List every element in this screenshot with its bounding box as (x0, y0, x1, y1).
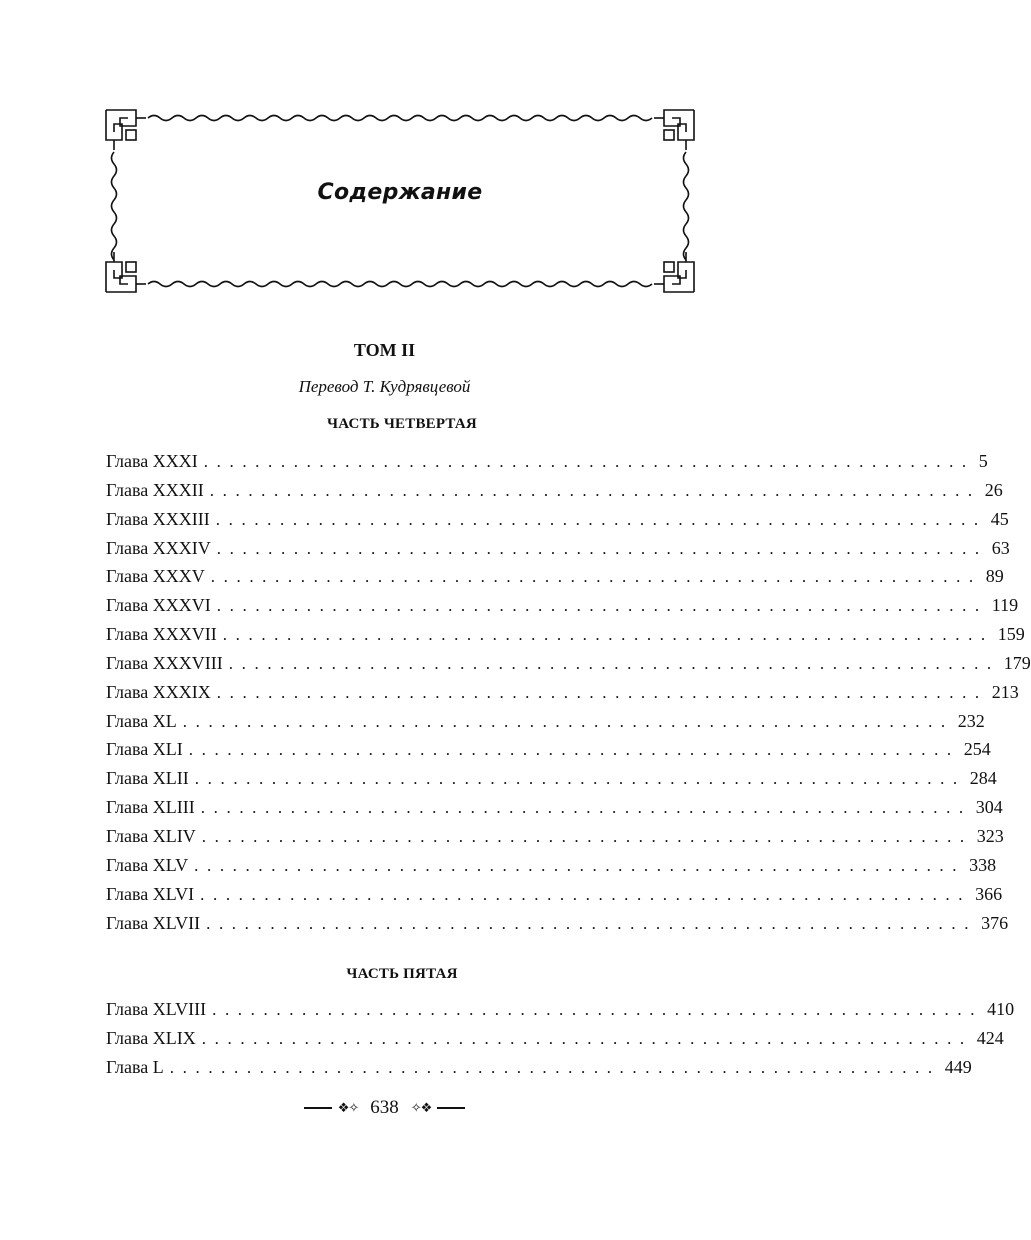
chapter-label: Глава XLII (106, 768, 189, 789)
toc-entry (106, 1053, 972, 1082)
page-ref: 254 (963, 739, 991, 760)
chapter-label: Глава XLIV (106, 825, 196, 846)
volume-title: ТОМ II (353, 340, 416, 360)
toc-entry (106, 707, 985, 736)
dot-leader: ............................................................ (169, 1057, 941, 1077)
dot-leader: ............................................................ (188, 740, 960, 760)
toc-entry (106, 562, 1004, 591)
toc-entry (106, 851, 997, 880)
dot-leader: ............................................................ (210, 567, 982, 587)
part-title: ЧАСТЬ ЧЕТВЕРТАЯ (327, 416, 477, 432)
chapter-label: Глава XXXVI (106, 595, 211, 616)
dot-leader: ............................................................ (215, 509, 987, 529)
page-ref: 232 (957, 710, 985, 731)
toc-entry (106, 447, 988, 476)
dot-leader: ............................................................ (216, 596, 988, 616)
page-ref: 284 (969, 768, 997, 789)
toc-entry (106, 909, 1009, 938)
page-ref: 376 (981, 912, 1009, 933)
toc-entry (106, 534, 1010, 563)
toc-entry (106, 649, 1031, 678)
dot-leader: ............................................................ (200, 798, 972, 818)
chapter-label: Глава XLI (106, 739, 183, 760)
toc-entry (106, 620, 1025, 649)
toc-entry (106, 678, 1019, 707)
chapter-label: Глава XXXVIII (106, 652, 223, 673)
part-title: ЧАСТЬ ПЯТАЯ (346, 966, 458, 982)
dot-leader: ............................................................ (222, 625, 994, 645)
toc-entry (106, 591, 1019, 620)
chapter-label: Глава XLV (106, 854, 189, 875)
title-frame (104, 108, 696, 294)
toc-list (106, 447, 1031, 937)
page-ref: 304 (975, 797, 1003, 818)
dot-leader: ............................................................ (216, 538, 988, 558)
footer-rule (304, 1107, 332, 1109)
page-ref: 63 (991, 537, 1010, 558)
chapter-label: Глава XLIII (106, 797, 195, 818)
dot-leader: ............................................................ (228, 653, 1000, 673)
page-ref: 89 (985, 566, 1004, 587)
chapter-label: Глава XLVI (106, 883, 195, 904)
dot-leader: ............................................................ (201, 826, 973, 846)
page-ref: 213 (991, 681, 1019, 702)
toc-entry (106, 476, 1003, 505)
fleuron-icon: ❖✧ (337, 1100, 359, 1115)
dot-leader: ............................................................ (194, 855, 966, 875)
page-footer (0, 1097, 769, 1119)
chapter-label: Глава XLVII (106, 912, 201, 933)
page-ref: 159 (997, 624, 1025, 645)
page-number: 638 (370, 1097, 399, 1118)
chapter-label: Глава XXXIII (106, 508, 210, 529)
toc-entry (106, 822, 1004, 851)
fleuron-icon: ✧❖ (410, 1100, 432, 1115)
chapter-label: Глава XL (106, 710, 177, 731)
page-ref: 410 (987, 999, 1015, 1019)
dot-leader: ............................................................ (212, 1000, 984, 1019)
page-ref: 323 (976, 825, 1004, 846)
page-ref: 5 (978, 451, 988, 471)
dot-leader: ............................................................ (206, 913, 978, 933)
toc-entry (106, 995, 1015, 1024)
chapter-label: Глава XXXIV (106, 537, 211, 558)
toc-entry (106, 505, 1009, 534)
page-ref: 424 (976, 1027, 1004, 1048)
page-ref: 338 (969, 854, 997, 875)
dot-leader: ............................................................ (194, 769, 966, 789)
chapter-label: Глава XXXV (106, 566, 205, 587)
page-ref: 179 (1003, 652, 1031, 673)
translator-credit: Перевод Т. Кудрявцевой (298, 377, 471, 396)
toc-entry (106, 880, 1003, 909)
chapter-label: Глава XXXI (106, 451, 198, 471)
dot-leader: ............................................................ (182, 711, 954, 731)
chapter-label: Глава XXXIX (106, 681, 211, 702)
toc-list (106, 995, 1015, 1082)
page-ref: 45 (990, 508, 1009, 529)
chapter-label: Глава XLVIII (106, 999, 207, 1019)
toc-entry (106, 735, 991, 764)
dot-leader: ............................................................ (200, 884, 972, 904)
chapter-label: Глава XXXII (106, 479, 204, 500)
page-ref: 26 (984, 479, 1003, 500)
toc-entry (106, 764, 997, 793)
chapter-label: Глава XXXVII (106, 624, 217, 645)
page-ref: 366 (975, 883, 1003, 904)
dot-leader: ............................................................ (203, 452, 975, 471)
toc-entry (106, 793, 1003, 822)
dot-leader: ............................................................ (209, 480, 981, 500)
page-ref: 119 (991, 595, 1019, 616)
dot-leader: ............................................................ (216, 682, 988, 702)
page-ref: 449 (944, 1056, 972, 1077)
chapter-label: Глава XLIX (106, 1027, 196, 1048)
footer-rule (437, 1107, 465, 1109)
chapter-label: Глава L (106, 1056, 164, 1077)
dot-leader: ............................................................ (201, 1028, 973, 1048)
page-title: Содержание (317, 180, 483, 205)
toc-entry (106, 1024, 1004, 1053)
